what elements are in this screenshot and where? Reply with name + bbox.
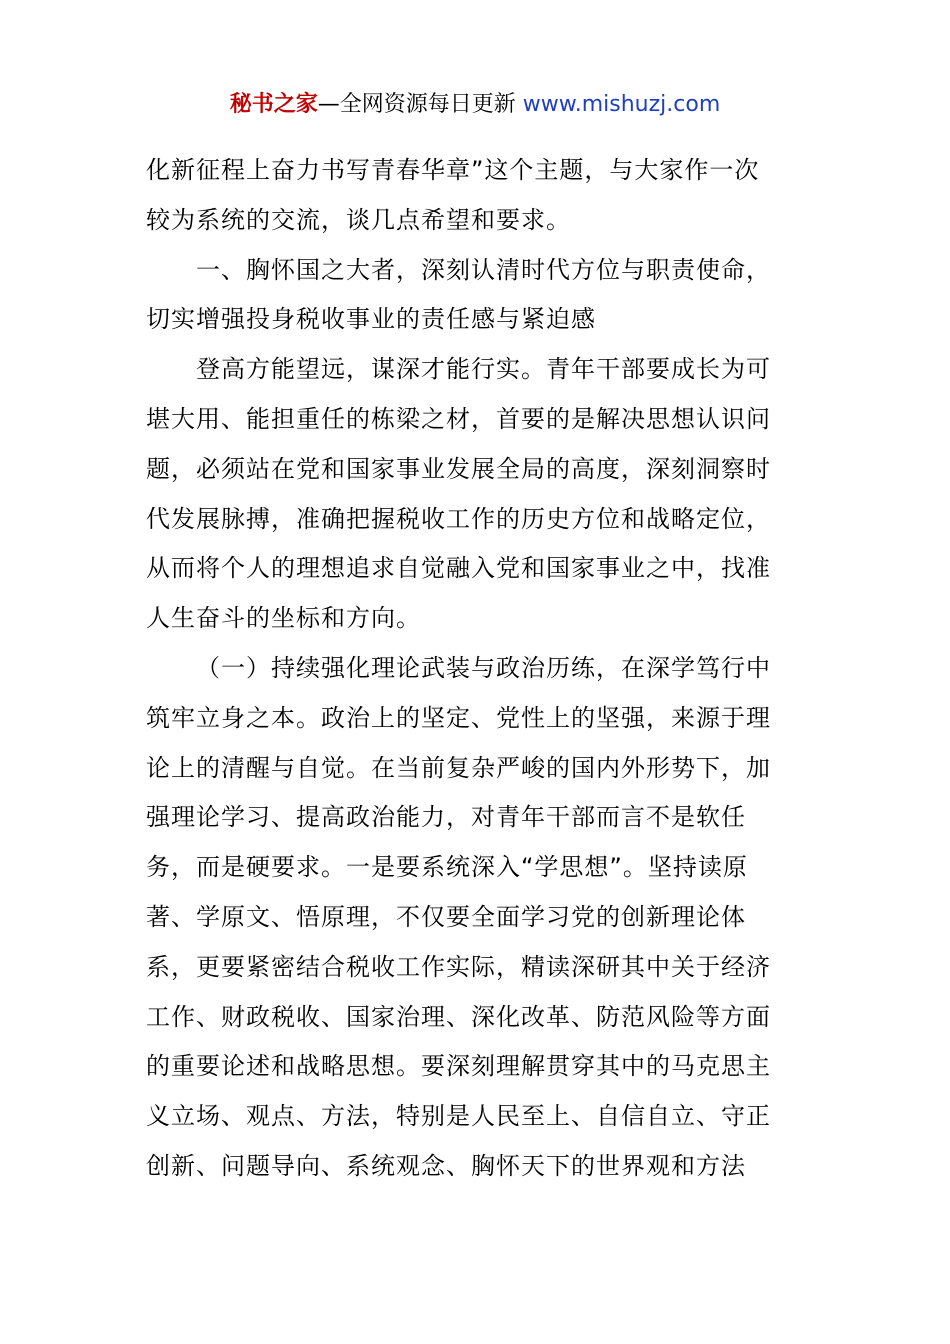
text-line: 强理论学习、提高政治能力，对青年干部而言不是软任: [146, 803, 746, 832]
section-heading-line: 一、胸怀国之大者，深刻认清时代方位与职责使命，: [196, 255, 771, 284]
text-line: 论上的清醒与自觉。在当前复杂严峻的国内外形势下，加: [146, 753, 771, 782]
text-line: 义立场、观点、方法，特别是人民至上、自信自立、守正: [146, 1102, 771, 1131]
text-line: 系，更要紧密结合税收工作实际，精读深研其中关于经济: [146, 952, 771, 981]
text-line: 登高方能望远，谋深才能行实。青年干部要成长为可: [196, 355, 771, 384]
site-header: [0, 88, 950, 122]
text-line: 代发展脉搏，准确把握税收工作的历史方位和战略定位，: [146, 504, 771, 533]
text-line: 从而将个人的理想追求自觉融入党和国家事业之中，找准: [146, 554, 771, 583]
text-line: 的重要论述和战略思想。要深刻理解贯穿其中的马克思主: [146, 1052, 771, 1081]
section-heading-line: 切实增强投身税收事业的责任感与紧迫感: [146, 305, 596, 334]
text-line: 筑牢立身之本。政治上的坚定、党性上的坚强，来源于理: [146, 703, 771, 732]
text-line: 化新征程上奋力书写青春华章”这个主题，与大家作一次: [146, 156, 760, 184]
text-line: 堪大用、能担重任的栋梁之材，首要的是解决思想认识问: [146, 404, 771, 433]
text-line: 人生奋斗的坐标和方向。: [146, 604, 421, 633]
text-line: 题，必须站在党和国家事业发展全局的高度，深刻洞察时: [146, 454, 771, 483]
text-line: 著、学原文、悟原理，不仅要全面学习党的创新理论体: [146, 902, 746, 931]
subsection-line: （一）持续强化理论武装与政治历练，在深学笃行中: [196, 653, 771, 682]
site-tagline: —全网资源每日更新: [317, 92, 523, 117]
text-line: 务，而是硬要求。一是要系统深入“学思想”。坚持读原: [146, 853, 748, 882]
text-line: 较为系统的交流，谈几点希望和要求。: [146, 205, 571, 234]
document-body: [146, 146, 810, 1192]
site-brand: 秘书之家: [229, 92, 318, 117]
site-url-link[interactable]: www.mishuzj.com: [522, 92, 721, 117]
text-line: 工作、财政税收、国家治理、深化改革、防范风险等方面: [146, 1002, 771, 1031]
text-line: 创新、问题导向、系统观念、胸怀天下的世界观和方法: [146, 1151, 746, 1180]
